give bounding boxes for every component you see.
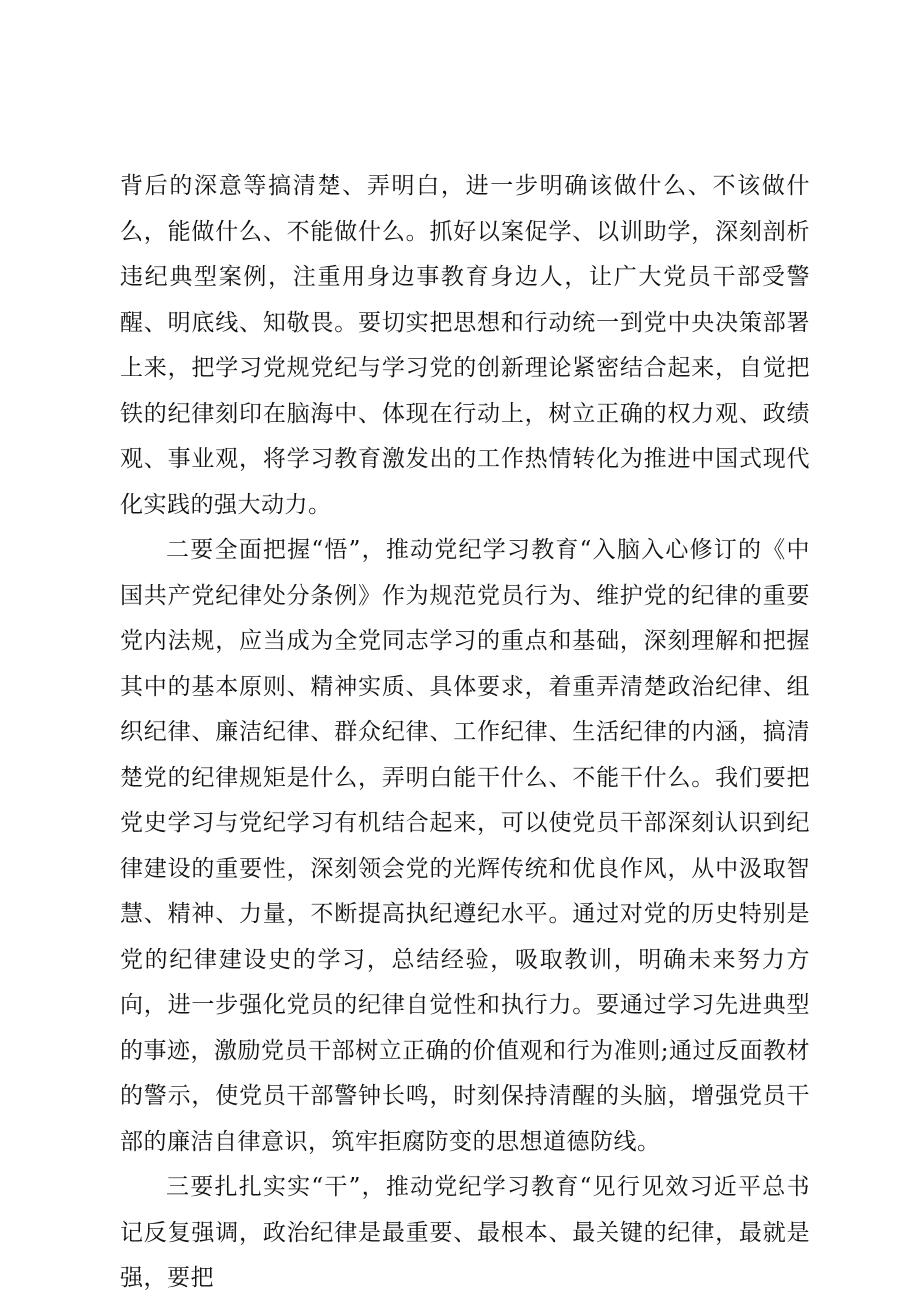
paragraph-3: 三要扎扎实实“干”，推动党纪学习教育“见行见效习近平总书记反复强调，政治纪律是最重要、最根本、最关键的纪律，最就是强，要把 bbox=[120, 1174, 810, 1291]
document-body bbox=[120, 164, 810, 1302]
paragraph-2: 二要全面把握“悟”，推动党纪学习教育“入脑入心修订的《中国共产党纪律处分条例》作为规范党员行为、维护党的纪律的重要党内法规，应当成为全党同志学习的重点和基础，深刻理解和把握其中的基本原则、精神实质、具体要求，着重弄清楚政治纪律、组织纪律、廉洁纪律、群众纪律、工作纪律、生活纪律的内涵，搞清楚党的纪律规矩是什么，弄明白能干什么、不能干什么。我们要把党史学习与党纪学习有机结合起来，可以使党员干部深刻认识到纪律建设的重要性，深刻领会党的光辉传统和优良作风，从中汲取智慧、精神、力量，不断提高执纪遵纪水平。通过对党的历史特别是党的纪律建设史的学习，总结经验，吸取教训，明确未来努力方向，进一步强化党员的纪律自觉性和执行力。要通过学习先进典型的事迹，激励党员干部树立正确的价值观和行为准则;通过反面教材的警示，使党员干部警钟长鸣，时刻保持清醒的头脑，增强党员干部的廉洁自律意识，筑牢拒腐防变的思想道德防线。 bbox=[120, 537, 810, 1155]
paragraph-1: 背后的深意等搞清楚、弄明白，进一步明确该做什么、不该做什么，能做什么、不能做什么。抓好以案促学、以训助学，深刻剖析违纪典型案例，注重用身边事教育身边人，让广大党员干部受警醒、明底线、知敬畏。要切实把思想和行动统一到党中央决策部署上来，把学习党规党纪与学习党的创新理论紧密结合起来，自觉把铁的纪律刻印在脑海中、体现在行动上，树立正确的权力观、政绩观、事业观，将学习教育激发出的工作热情转化为推进中国式现代化实践的强大动力。 bbox=[120, 173, 810, 518]
